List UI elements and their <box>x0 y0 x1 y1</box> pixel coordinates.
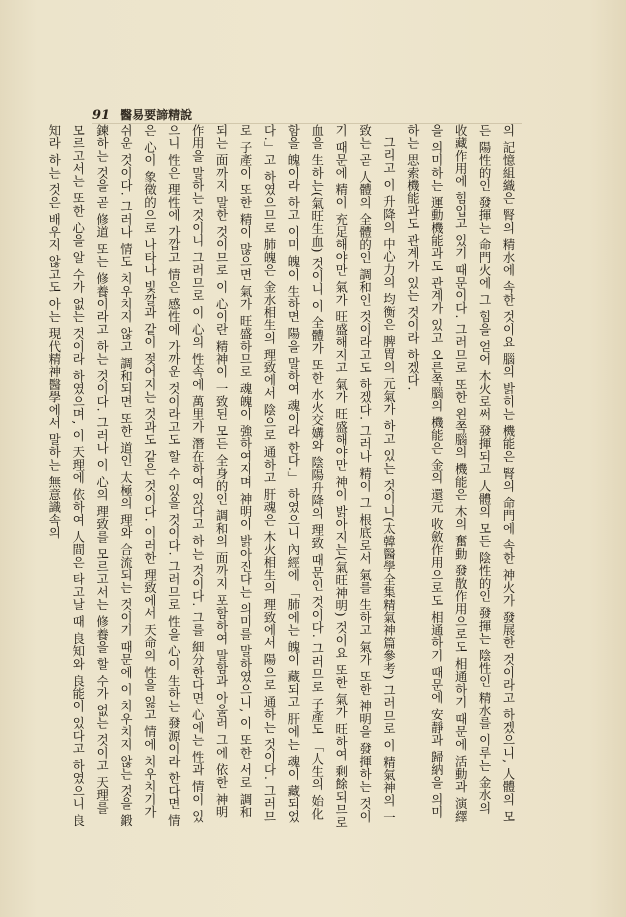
paragraph: 의 記憶組織은 腎의 精水에 속한 것이요 腦의 밝히는 機能은 腎의 命門에 속한 神火가 發展한 것이라고 하겠으니, 人體의 모든 陽性的인 發揮는 命門火에 그 힘을 얻어 木火로써 發揮되고 人體의 모든 陰性的인 發揮는 陰性인 精水를 이루는 金水의 收藏作用에 힘입고 있기 때문이다. 그러므로 또한 왼쪽腦의 機能은 木의 奮動 發散作用으로도 相通하기 때문에 活動과 演繹을 의미하는 運動機能과도 관계가 있고 오른쪽腦의 機能은 金의 還元 收斂作用으로도 相通하기 때문에 安靜과 歸納을 의미하는 思索機能과도 관계가 있는 것이라 하겠다. <box>405 124 516 823</box>
running-header <box>92 106 192 123</box>
paragraph: 그리고 이 升降의 中心力의 均衡은 脾胃의 元氣가 하고 있는 것이니(太韓醫學全集精氣神篇參考) 그러므로 이 精氣神의 一致는 곧 人體의 全體的인 調和인 것이라고도 하겠다. 그러나 精이 그 根底로서 氣를 生하고 氣가 또한 神明을 發揮하는 것이기 때문에 精이 充足해야만 氣가 旺盛해지고 氣가 旺盛해야만 神이 밝아지는(氣旺神明) 것이요 또한 氣가 旺하여 剩餘되므로 血을 生하는(氣旺生血) 것이니 이 全體가 또한 水火交媾와 陰陽升降의 理致 때문인 것이다. 그러므로 子產도 「人生의 始化함을 魄이라 하고 이미 魄이 生하면 陽을 말하여 魂이라 한다.」 하였으니 內經에 「肺에는 魄이 藏되고 肝에는 魂이 藏되었다.」고 하였으므로 肺魄은 金水相生의 理致에서 陰으로 通하고 肝魂은 木火相生의 理致에서 陽으로 通하는 것이다. 그러므로 子產이 또한 精이 많으면 氣가 旺盛하므로 魂魄이 強하여지며 神明이 밝아진다는 의미를 말하였으니, 이 또한 서로 調和되는 面까지 말한 것이므로 이 心이란 精神이 一致된 모든 全身的인 調和의 面까지 포함하여 말함과 아울러 그에 依한 神明作用을 말하는 것이니 그러므로 이 心의 性속에 萬里가 潛在하여 있다고 하는 것이다. 그를 細分한다면 心에는 性과 情이 있으니 性은 理性에 가깝고 情은 感性에 가까운 것이라고도 할 수 있을 것이다. 그러므로 性을 心이 生하는 發源이라 한다면 情은 心이 象徵的으로 나타나 빛깔과 같이 젖어지는 것과도 같은 것이다. 이러한 理致에서 天命의 性을 잃고 情에 치우치기가 쉬운 것이다. 그러나 情도 치우치지 않고 調和되면 또한 道인 太極의 理와 合流되는 것이기 때문에 이 치우치지 않는 것을 鍛鍊하는 것을 곧 修道 또는 修養이라고 하는 것이다. 그러나 이 心의 理致를 모르고서는 修養을 할 수가 없는 것이고 天理를 모르고서는 또한 心을 알 수가 없는 것이라 하였으며, 이 天理에 依하여 人間은 타고날 때 良知와 良能이 있다고 하였으니 良知라 하는 것은 배우지 않고도 아는 現代精神醫學에서 말하는 無意識속의 <box>46 124 397 829</box>
page-number: 91 <box>92 108 111 123</box>
vertical-body-text <box>46 124 520 829</box>
running-title: 醫易要諦精說 <box>120 108 193 122</box>
